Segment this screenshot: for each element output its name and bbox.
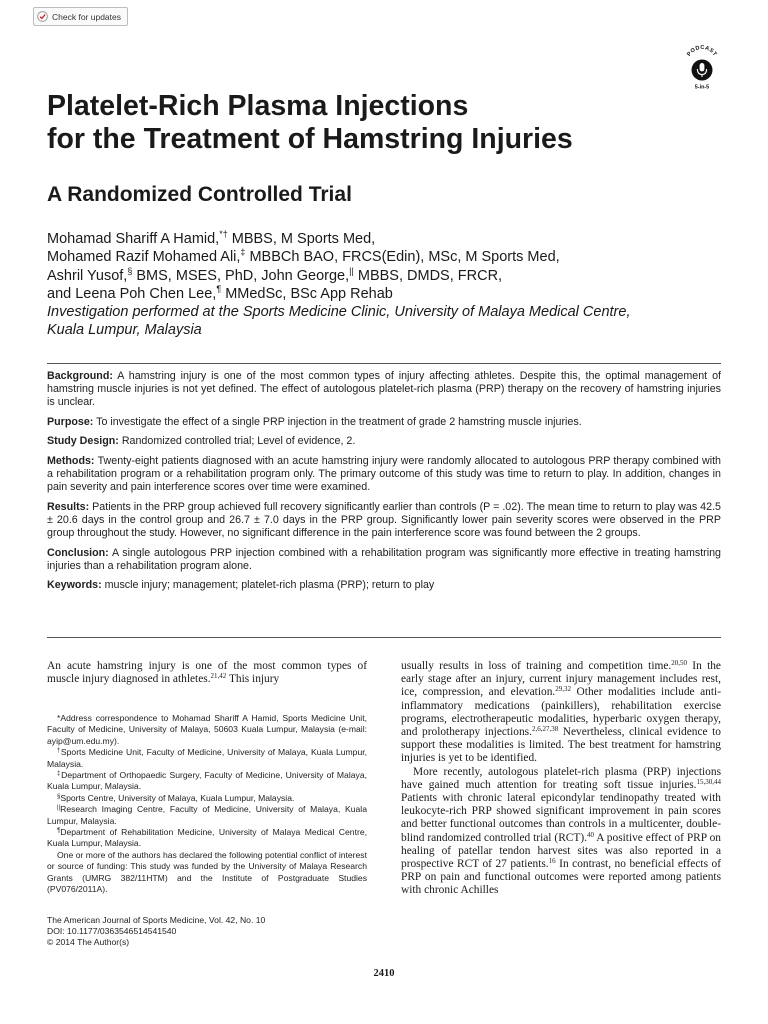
author-line-2	[47, 248, 737, 266]
body-paragraph: More recently, autologous platelet-rich plasma (PRP) injections have gained much attention for treating soft tissue injuries.$^{15,30,44}$ Patients with chronic lateral epicondylar tendinopathy treated with leukocyte-rich PRP showed significant improvement in pain scores and better functional outcomes than controls in a multicenter, double-blind randomized controlled trial (RCT).$^{40}$ A positive effect of PRP on healing of patellar tendon harvest sites was also reported in a prospective RCT of 27 patients.$^{16}$ In contrast, no beneficial effects of PRP on pain and functional outcomes were reported among patients with chronic Achilles	[401, 765, 722, 897]
abstract-purpose	[47, 416, 721, 429]
abstract-text: muscle injury; management; platelet-rich plasma (PRP); return to play	[101, 579, 435, 592]
footnote-text: *Address correspondence to Mohamad Shariff A Hamid, Sports Medicine Unit, Faculty of Medicine, University of Malaya, 50603 Kuala Lumpur, Malaysia (e-mail: ayip@um.edu.my).	[47, 713, 367, 746]
abstract-text: Patients in the PRP group achieved full recovery significantly earlier than controls (P = .02). The mean time to return to play was 42.5 ± 20.6 days in the control group and 26.7 ± 7.0 days in the PRP group. Significantly lower pain severity scores were observed in the PRP group throughout the study. However, no significant difference in the pain interference score was found between the 2 groups.	[47, 500, 721, 539]
left-column	[47, 660, 367, 686]
podcast-badge-bottom-label: 5-in-5	[694, 84, 710, 91]
abstract-text: A single autologous PRP injection combined with a rehabilitation program was significantly more effective in treating hamstring injuries than a rehabilitation program alone.	[47, 546, 721, 572]
journal-info	[47, 915, 265, 949]
author-name: Mohamad Shariff A Hamid,	[47, 231, 220, 247]
author-line-3	[47, 267, 737, 285]
footnote-mark: ||	[57, 805, 61, 812]
citation-ref: 20,50	[671, 659, 688, 667]
podcast-badge-icon[interactable]	[682, 44, 722, 94]
author-mark: *†	[219, 229, 228, 239]
author-mark: ¶	[216, 283, 222, 294]
footnote-text: Research Imaging Centre, Faculty of Medicine, University of Malaya, Kuala Lumpur, Malaysia.	[47, 804, 367, 826]
abstract	[47, 370, 721, 599]
abstract-text: To investigate the effect of a single PRP injection in the treatment of grade 2 hamstring muscle injuries.	[93, 415, 582, 428]
citation-ref: 29,32	[555, 685, 571, 694]
abstract-label: Conclusion:	[47, 546, 109, 559]
journal-doi: DOI: 10.1177/0363546514541540	[47, 926, 177, 937]
article-subtitle: A Randomized Controlled Trial	[47, 183, 352, 206]
citation-ref: 2,6,27,38	[531, 725, 559, 734]
abstract-bottom-rule	[47, 637, 721, 638]
author-name: Mohamed Razif Mohamed Ali,	[47, 249, 241, 266]
abstract-methods	[47, 455, 721, 494]
citation-ref: 15,30,44	[696, 777, 721, 786]
footnote	[47, 793, 367, 804]
footnote-mark: §	[57, 793, 61, 800]
abstract-conclusion	[47, 547, 721, 573]
abstract-background	[47, 370, 721, 409]
abstract-study-design	[47, 435, 721, 448]
footnote-text: Sports Centre, University of Malaya, Kuala Lumpur, Malaysia.	[60, 792, 295, 803]
article-title	[47, 90, 647, 156]
footnotes	[47, 713, 367, 896]
footnote	[47, 804, 367, 827]
footnote	[47, 770, 367, 793]
abstract-label: Background:	[47, 370, 113, 382]
abstract-label: Results:	[47, 500, 90, 513]
author-name: and Leena Poh Chen Lee,	[47, 285, 217, 302]
check-updates-label: Check for updates	[52, 11, 121, 22]
author-name: Ashril Yusof,	[47, 267, 128, 284]
footnote-text: Department of Orthopaedic Surgery, Faculty of Medicine, University of Malaya, Kuala Lumpur, Malaysia.	[47, 770, 367, 792]
right-column	[401, 660, 721, 898]
abstract-text: Randomized controlled trial; Level of evidence, 2.	[118, 435, 356, 448]
author-credentials: BMS, MSES, PhD, John George,	[132, 267, 350, 284]
journal-copyright: © 2014 The Author(s)	[47, 937, 130, 948]
author-credentials: MMedSc, BSc App Rehab	[221, 285, 393, 302]
abstract-keywords	[47, 579, 721, 592]
abstract-results	[47, 501, 721, 540]
footnote	[47, 827, 367, 850]
author-mark: ||	[349, 265, 354, 276]
abstract-label: Keywords:	[47, 579, 102, 592]
author-mark: §	[127, 265, 133, 276]
abstract-top-rule	[47, 363, 721, 364]
footnote-mark: ‡	[57, 771, 62, 778]
svg-text:PODCAST	[686, 45, 718, 58]
author-line-1	[47, 230, 737, 248]
author-credentials: MBBS, M Sports Med,	[227, 231, 376, 247]
affiliation-line-1: Investigation performed at the Sports Medicine Clinic, University of Malaya Medical Centre,	[47, 304, 631, 321]
affiliation-line-2: Kuala Lumpur, Malaysia	[47, 322, 202, 339]
footnote-text: One or more of the authors has declared the following potential conflict of interest or source of funding: This study was funded by the University of Malaya Research Grants (UMRG 382/11HTM) and the Institute of Postgraduate Studies (PV076/2011A).	[47, 849, 367, 895]
podcast-badge-top-label: PODCAST	[686, 44, 718, 58]
abstract-text: Twenty-eight patients diagnosed with an acute hamstring injury were randomly allocated to autologous PRP therapy combined with a rehabilitation program or a rehabilitation program only. The primary outcome of this study was time to return to play. In addition, changes in pain severity and pain interference scores over time were examined.	[47, 454, 721, 494]
footnote-mark: ¶	[57, 828, 61, 835]
article-title-line-1: Platelet-Rich Plasma Injections	[47, 90, 469, 122]
body-paragraph: An acute hamstring injury is one of the most common types of muscle injury diagnosed in athletes.$^{21,42}$ This injury	[47, 660, 367, 686]
abstract-label: Study Design:	[47, 435, 119, 448]
citation-ref: 16	[548, 857, 556, 866]
footnote	[47, 713, 367, 747]
footnote	[47, 747, 367, 770]
citation-ref: 40	[586, 830, 594, 839]
body-paragraph: usually results in loss of training and competition time.$^{20,50}$ In the early stage after an injury, current injury management includes rest, ice, compression, and elevation.$^{29,32}$ Other modalities include anti-inflammatory medications (painkillers), rehabilitation exercise programs, electrotherapeutic modalities, hyperbaric oxygen therapy, and prolotherapy injections.$^{2,6,27,38}$ Nevertheless, clinical evidence to support these modalities is limited. The best treatment for hamstring injuries is yet to be identified.	[401, 659, 722, 765]
abstract-label: Methods:	[47, 454, 95, 467]
page-number: 2410	[373, 968, 395, 979]
check-for-updates-button[interactable]	[33, 7, 128, 26]
author-credentials: MBBCh BAO, FRCS(Edin), MSc, M Sports Med,	[245, 249, 560, 266]
author-block	[47, 230, 737, 340]
author-line-4	[47, 285, 737, 303]
author-mark: ‡	[240, 247, 246, 258]
citation-ref: 21,42	[210, 672, 227, 681]
footnote	[47, 850, 367, 896]
footnote-mark: †	[57, 748, 61, 755]
article-title-line-2: for the Treatment of Hamstring Injuries	[47, 123, 573, 155]
footnote-text: Department of Rehabilitation Medicine, University of Malaya Medical Centre, Kuala Lumpur, Malaysia.	[47, 827, 367, 849]
footnote-text: Sports Medicine Unit, Faculty of Medicine, University of Malaya, Kuala Lumpur, Malaysia.	[47, 747, 367, 769]
author-credentials: MBBS, DMDS, FRCR,	[353, 267, 503, 284]
abstract-text: A hamstring injury is one of the most common types of injury affecting athletes. Despite this, the optimal management of hamstring muscle injuries is not yet defined. The effect of autologous platelet-rich plasma (PRP) therapy on the recovery of hamstring injuries is unclear.	[47, 370, 721, 409]
abstract-label: Purpose:	[47, 415, 94, 428]
check-updates-icon	[37, 11, 48, 22]
journal-citation: The American Journal of Sports Medicine, Vol. 42, No. 10	[47, 915, 266, 925]
